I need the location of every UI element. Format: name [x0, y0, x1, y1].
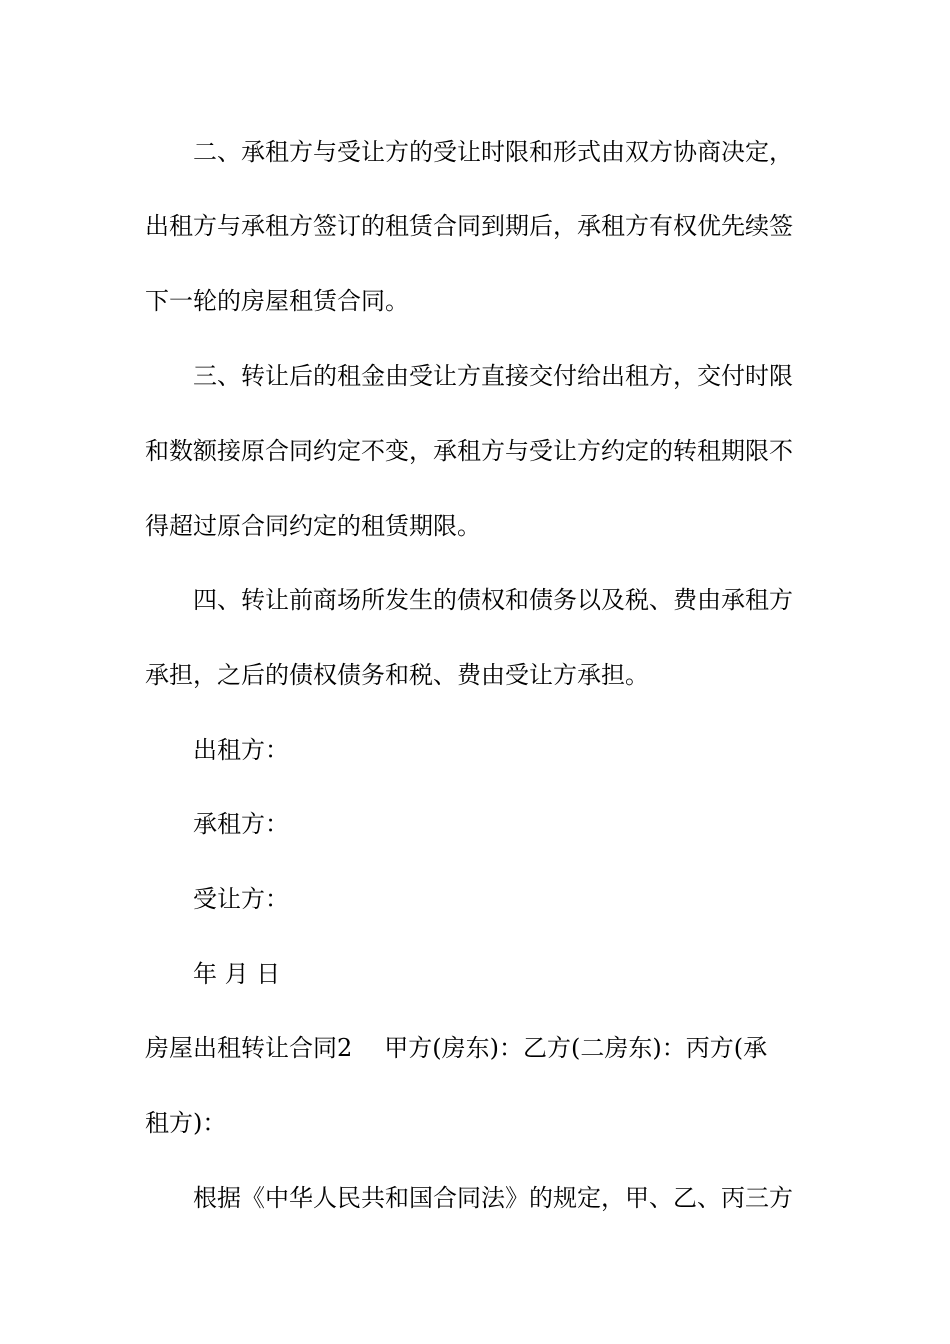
- paragraph-3-line-1: 三、转让后的租金由受让方直接交付给出租方，交付时限: [193, 362, 793, 390]
- paragraph-legal-basis-line-1: 根据《中华人民共和国合同法》的规定，甲、乙、丙三方: [193, 1184, 793, 1212]
- contract-title: 房屋出租转让合同2: [145, 1034, 353, 1062]
- lessor-signature-label: 出租方：: [193, 736, 289, 764]
- transferee-signature-label: 受让方：: [193, 885, 289, 913]
- parties-header-continued: 租方)：: [145, 1109, 227, 1137]
- parties-header: 甲方(房东)：乙方(二房东)：丙方(承: [384, 1034, 768, 1062]
- paragraph-2-line-1: 二、承租方与受让方的受让时限和形式由双方协商决定，: [193, 138, 793, 166]
- lessee-signature-label: 承租方：: [193, 810, 289, 838]
- paragraph-3-line-2: 和数额接原合同约定不变，承租方与受让方约定的转租期限不: [145, 437, 793, 465]
- paragraph-3-line-3: 得超过原合同约定的租赁期限。: [145, 512, 481, 540]
- contract-title-line: [145, 1036, 815, 1060]
- paragraph-2-line-2: 出租方与承租方签订的租赁合同到期后，承租方有权优先续签: [145, 212, 793, 240]
- date-line: 年 月 日: [193, 960, 281, 988]
- paragraph-4-line-1: 四、转让前商场所发生的债权和债务以及税、费由承租方: [193, 586, 793, 614]
- paragraph-4-line-2: 承担，之后的债权债务和税、费由受让方承担。: [145, 661, 649, 689]
- paragraph-2-line-3: 下一轮的房屋租赁合同。: [145, 287, 409, 315]
